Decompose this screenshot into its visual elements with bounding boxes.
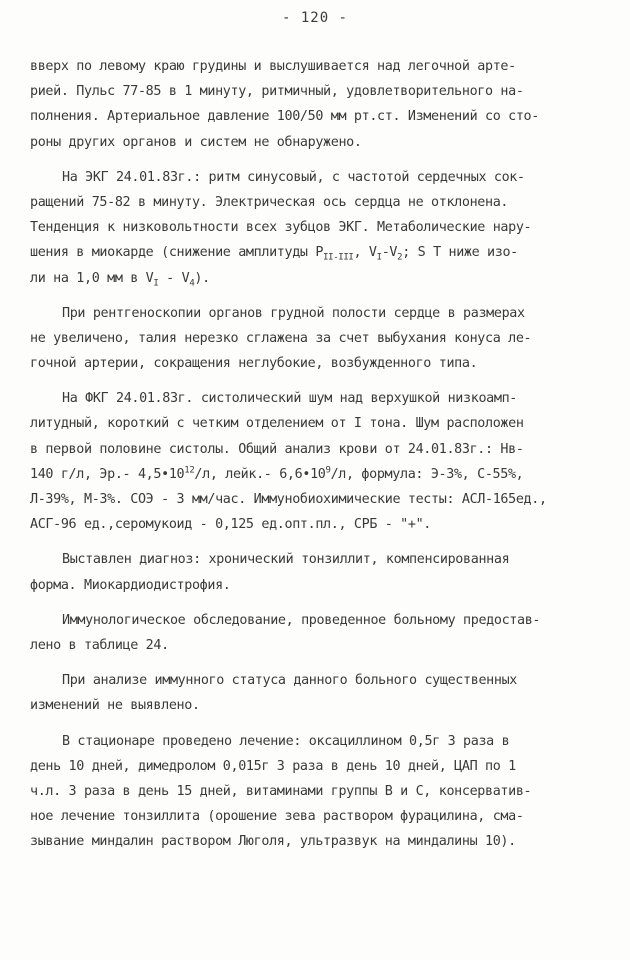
subscript: II-III xyxy=(323,252,354,263)
text-fragment: ; S T ниже изо- xyxy=(402,245,518,261)
text-line: Л-39%, М-3%. СОЭ - 3 мм/час. Иммунобиохимические тесты: АСЛ-165ед., xyxy=(30,492,547,507)
text-fragment: шения в миокарде (снижение амплитуды P xyxy=(30,245,324,261)
text-line xyxy=(30,240,600,265)
text-fragment: 140 г/л, Эр.- 4,5•10 xyxy=(30,466,185,482)
text-line: изменений не выявлено. xyxy=(30,698,200,714)
text-line: При анализе иммунного статуса данного больного существенных xyxy=(62,673,517,689)
superscript: 9 xyxy=(325,465,331,476)
text-line: в первой половине систолы. Общий анализ крови от 24.01.83г.: Нв- xyxy=(30,441,524,457)
text-line: Иммунологическое обследование, проведенное больному предостав- xyxy=(62,612,541,628)
text-line: зывание миндалин раствором Люголя, ультразвук на миндалины 10). xyxy=(30,834,516,850)
text-line: АСГ-96 ед.,серомукоид - 0,125 ед.опт.пл., СРБ - "+". xyxy=(30,517,432,533)
text-line: В стационаре проведено лечение: оксациллином 0,5г 3 раза в xyxy=(62,733,510,749)
text-line: не увеличено, талия нерезко сглажена за счет выбухания конуса ле- xyxy=(30,330,532,346)
text-line: На ЭКГ 24.01.83г.: ритм синусовый, с частотой сердечных сок- xyxy=(62,169,525,185)
document-body xyxy=(30,54,600,854)
text-fragment: /л, лейк.- 6,6•10 xyxy=(194,466,326,482)
text-line: вверх по левому краю грудины и выслушивается над легочной арте- xyxy=(30,59,516,74)
subscript: I xyxy=(153,278,159,289)
subscript: I xyxy=(376,252,382,263)
text-line: Тенденция к низковольтности всех зубцов ЭКГ. Метаболические нару- xyxy=(30,220,532,236)
text-line: форма. Миокардиодистрофия. xyxy=(30,577,231,593)
text-line: полнения. Артериальное давление 100/50 мм рт.ст. Изменений со сто- xyxy=(30,109,539,125)
text-line: ное лечение тонзиллита (орошение зева раствором фурацилина, сма- xyxy=(30,809,524,825)
text-fragment: /л, формула: Э-3%, С-55%, xyxy=(330,466,524,482)
text-fragment: -V xyxy=(381,245,398,261)
text-line: ращений 75-82 в минуту. Электрическая ось сердца не отклонена. xyxy=(30,194,509,210)
text-line: рией. Пульс 77-85 в 1 минуту, ритмичный, удовлетворительного на- xyxy=(30,84,524,100)
subscript: 2 xyxy=(397,252,403,263)
text-fragment: , V xyxy=(353,245,377,261)
text-line: ч.л. 3 раза в день 15 дней, витаминами группы В и С, консерватив- xyxy=(30,783,532,799)
subscript: 4 xyxy=(189,278,195,289)
text-fragment: ). xyxy=(194,270,210,286)
text-line: гочной артерии, сокращения неглубокие, возбужденного типа. xyxy=(30,356,478,372)
text-line: роны других органов и систем не обнаружено. xyxy=(30,134,362,150)
text-line: При рентгеноскопии органов грудной полости сердце в размерах xyxy=(62,305,525,321)
text-line xyxy=(30,462,600,487)
text-line: На ФКГ 24.01.83г. систолический шум над верхушкой низкоамп- xyxy=(62,391,517,407)
text-line: литудный, короткий с четким отделением от I тона. Шум расположен xyxy=(30,416,524,432)
page-number: - 120 - xyxy=(281,10,348,26)
text-fragment: ли на 1,0 мм в V xyxy=(30,270,154,286)
text-line: Выставлен диагноз: хронический тонзиллит, компенсированная xyxy=(62,552,510,568)
text-line xyxy=(30,266,600,291)
text-line: лено в таблице 24. xyxy=(30,637,169,653)
superscript: 12 xyxy=(184,465,195,476)
text-fragment: - V xyxy=(158,270,190,286)
text-line: день 10 дней, димедролом 0,015г 3 раза в день 10 дней, ЦАП по 1 xyxy=(30,758,516,774)
